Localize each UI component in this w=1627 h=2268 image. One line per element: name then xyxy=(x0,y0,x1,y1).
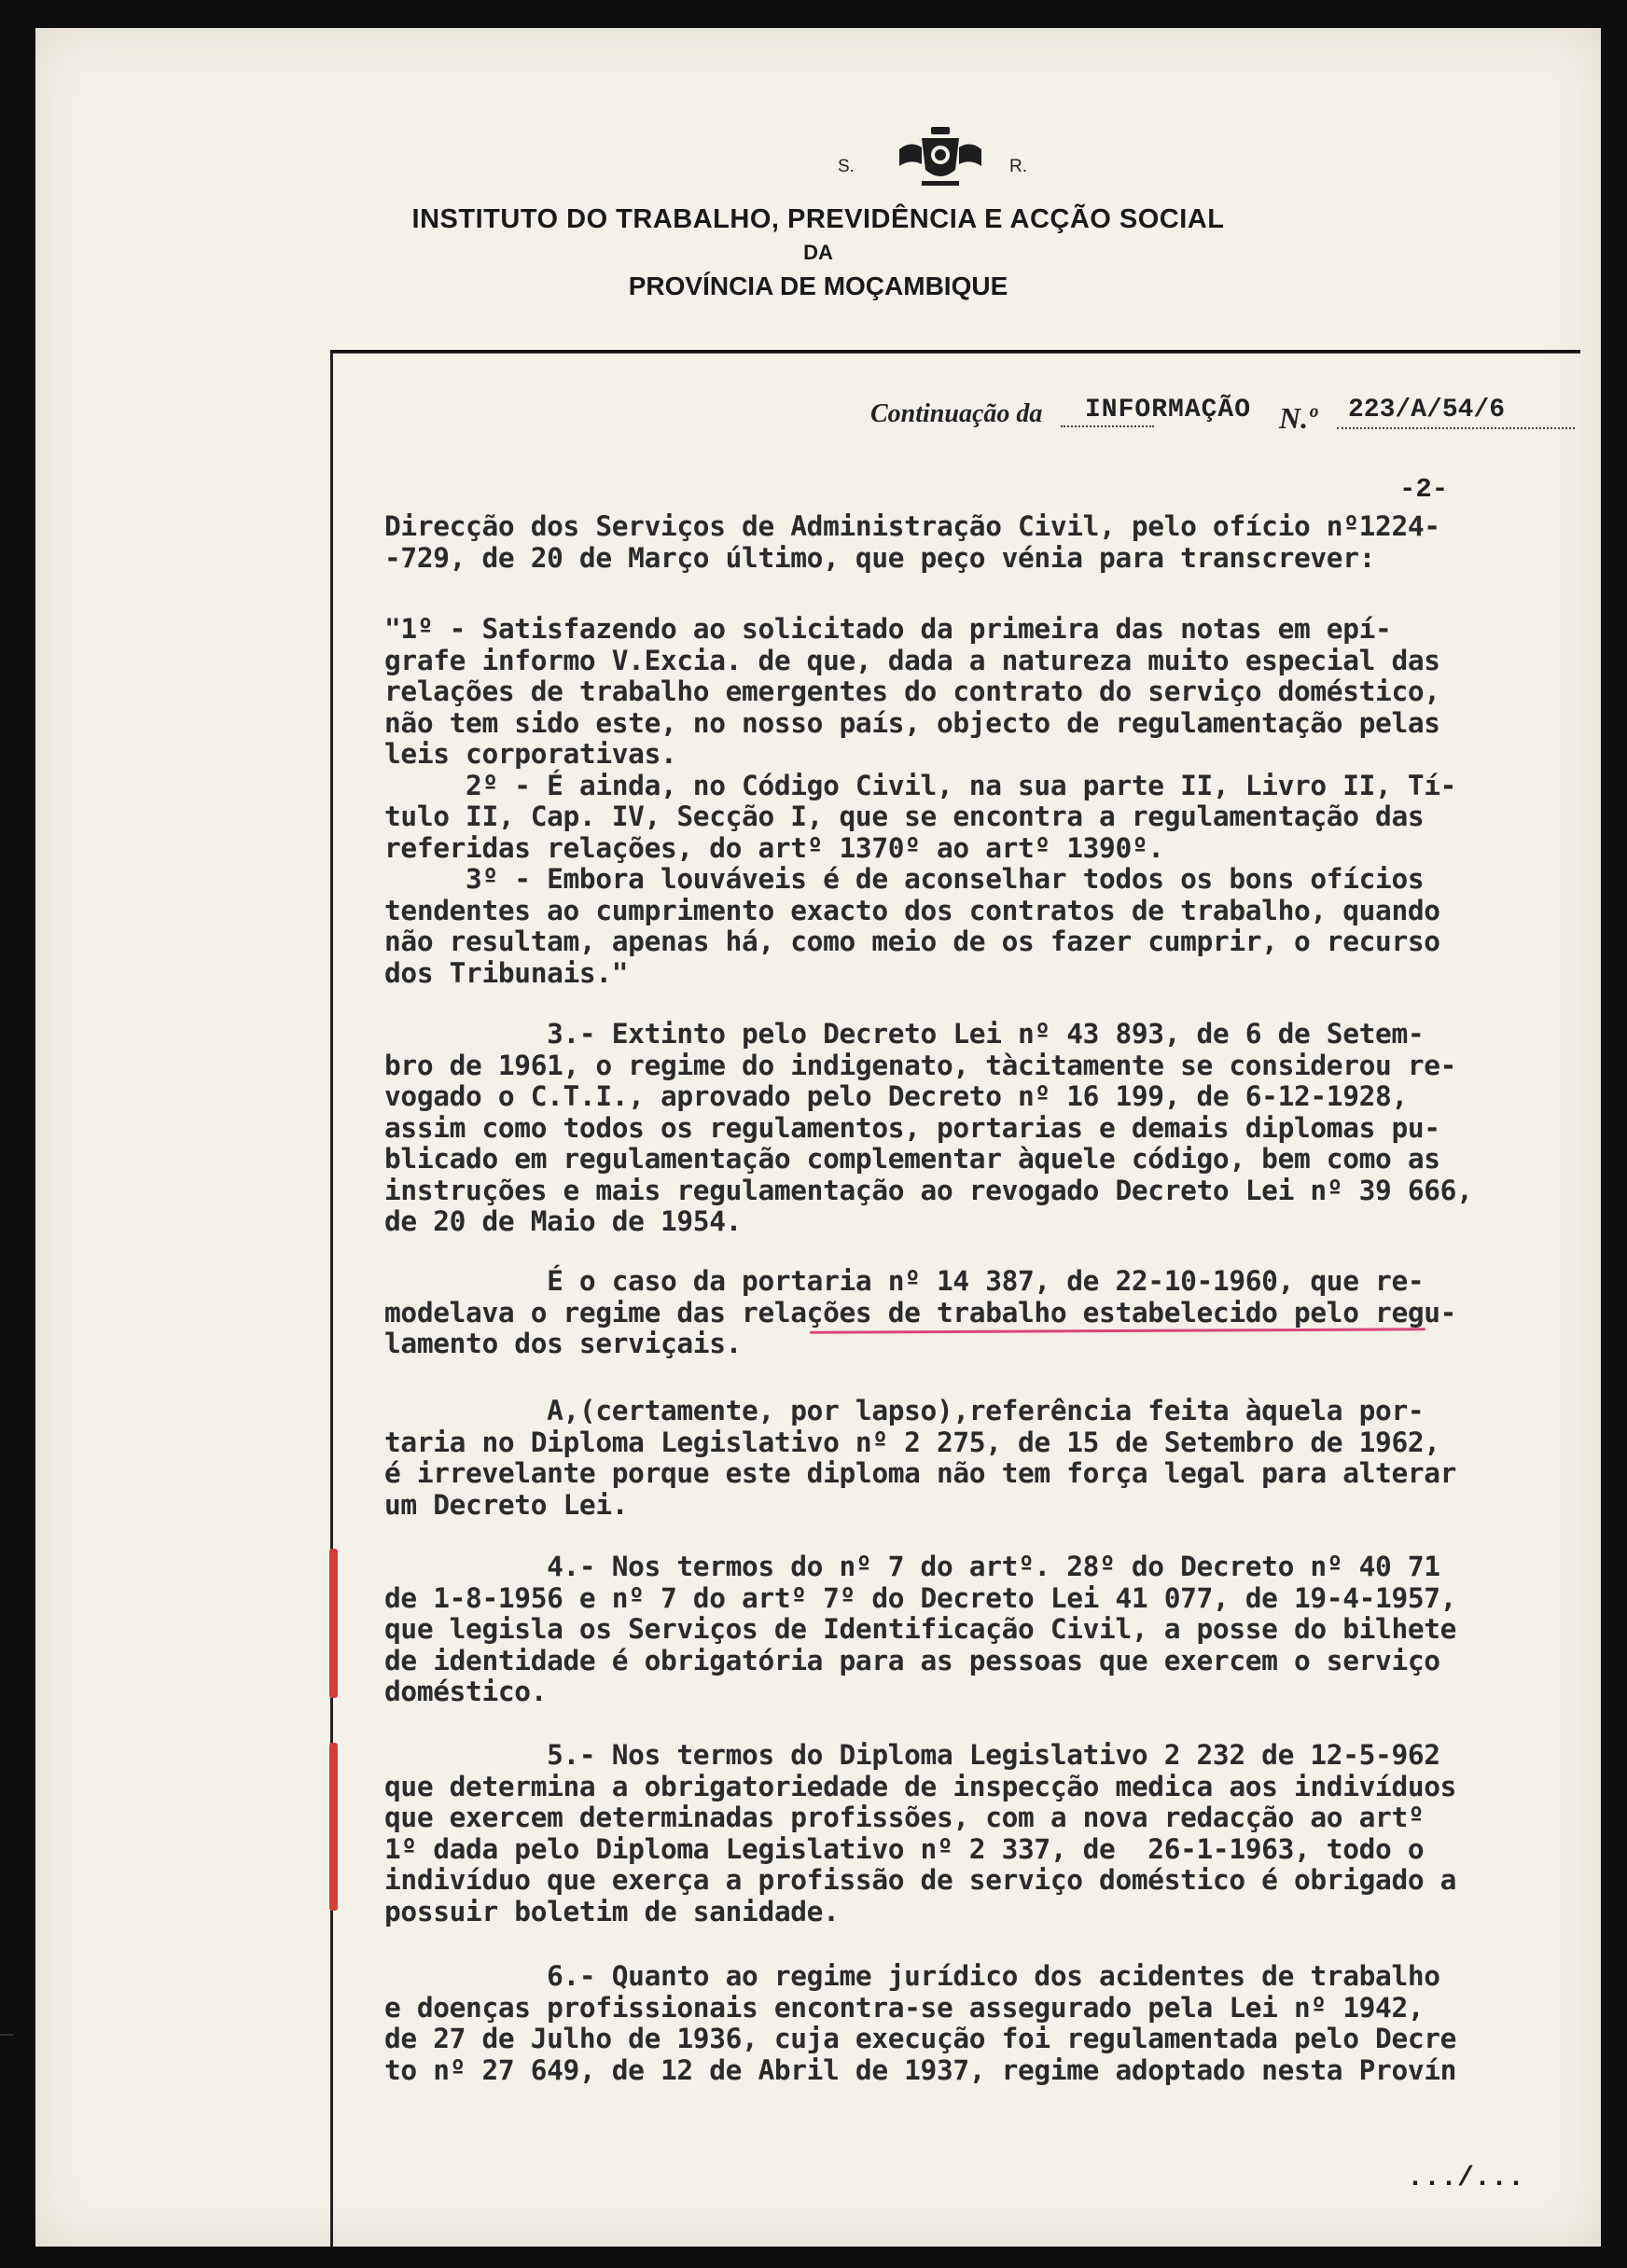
paragraph-4: 4.- Nos termos do nº 7 do artº. 28º do Decreto nº 40 71 de 1-8-1956 e nº 7 do artº 7º do Decreto Lei 41 077, de 19-4-1957, que legisla os Serviços de Identificação Civil, a posse do bilhete de identidade é obrigatória para as pessoas que exercem o serviço doméstico. xyxy=(384,1551,1457,1707)
document-type: INFORMAÇÃO xyxy=(1085,396,1252,424)
province-name: PROVÍNCIA DE MOÇAMBIQUE xyxy=(628,271,1008,300)
continued-marker: .../... xyxy=(1407,2163,1525,2194)
paragraph-quoted-reply: "1º - Satisfazendo ao solicitado da primeira das notas em epí- grafe informo V.Excia. de que, dada a natureza muito especial das relações de trabalho emergentes do contrato do serviço doméstico, não tem sido este, no nosso país, objecto de regulamentação pelas leis corporativas. 2º - É ainda, no Código Civil, na sua parte II, Livro II, Tí- tulo II, Cap. IV, Secção I, que se encontra a regulamentação das referidas relações, do artº 1370º ao artº 1390º. 3º - Embora louváveis é de aconselhar todos os bons ofícios tendentes ao cumprimento exacto dos contratos de trabalho, quando não resultam, apenas há, como meio de os fazer cumprir, o recurso dos Tribunais." xyxy=(384,613,1457,989)
document-number: 223/A/54/6 xyxy=(1348,396,1506,424)
header-rule xyxy=(330,350,1580,354)
red-margin-mark xyxy=(329,1743,338,1911)
letterhead xyxy=(35,202,1601,304)
institute-name: INSTITUTO DO TRABALHO, PREVIDÊNCIA E ACÇÃO SOCIAL xyxy=(411,204,1225,234)
red-margin-mark xyxy=(329,1549,338,1698)
document-page xyxy=(35,28,1601,2247)
page-number: -2- xyxy=(1399,474,1449,505)
continuation-line xyxy=(870,392,1579,438)
scan-edge-mark xyxy=(0,2034,13,2036)
paragraph-3: 3.- Extinto pelo Decreto Lei nº 43 893, de 6 de Setem- bro de 1961, o regime do indigenato, tàcitamente se considerou re- vogado o C.T.I., aprovado pelo Decreto nº 16 199, de 6-12-1928, assim como todos os regulamentos, portarias e demais diplomas pu- blicado em regulamentação complementar àquele código, bem como as instruções e mais regulamentação ao revogado Decreto Lei nº 39 666, de 20 de Maio de 1954. xyxy=(384,1018,1473,1237)
paragraph-diploma: A,(certamente, por lapso),referência feita àquela por- taria no Diploma Legislativo nº 2 275, de 15 de Setembro de 1962, é irrevelante porque este diploma não tem força legal para alterar um Decreto Lei. xyxy=(384,1395,1457,1521)
paragraph-6: 6.- Quanto ao regime jurídico dos acidentes de trabalho e doenças profissionais encontra-se assegurado pela Lei nº 1942, de 27 de Julho de 1936, cuja execução foi regulamentada pelo Decre to nº 27 649, de 12 de Abril de 1937, regime adoptado nesta Provín xyxy=(384,1960,1457,2086)
header-connector: DA xyxy=(803,241,833,264)
margin-rule xyxy=(330,353,333,2247)
coat-of-arms-icon xyxy=(894,121,987,196)
emblem-left-letter: S. xyxy=(838,157,855,176)
dotted-fill xyxy=(1337,427,1575,429)
paragraph-5: 5.- Nos termos do Diploma Legislativo 2 232 de 12-5-962 que determina a obrigatoriedade de inspecção medica aos indivíduos que exercem determinadas profissões, com a nova redacção ao artº 1º dada pelo Diploma Legislativo nº 2 337, de 26-1-1963, todo o indivíduo que exerça a profissão de serviço doméstico é obrigado a possuir boletim de sanidade. xyxy=(384,1739,1457,1927)
paragraph-portaria: É o caso da portaria nº 14 387, de 22-10-1960, que re- modelava o regime das relações de trabalho estabelecido pelo regu- lamento dos serviçais. xyxy=(384,1265,1457,1359)
number-label: N.º xyxy=(1279,401,1317,435)
dotted-fill xyxy=(1061,425,1154,427)
emblem-right-letter: R. xyxy=(1009,157,1027,176)
continuation-label: Continuação da xyxy=(870,399,1043,428)
letterhead-emblem-row xyxy=(35,121,1601,196)
paragraph-intro: Direcção dos Serviços de Administração Civil, pelo ofício nº1224- -729, de 20 de Março último, que peço vénia para transcrever: xyxy=(384,510,1440,574)
